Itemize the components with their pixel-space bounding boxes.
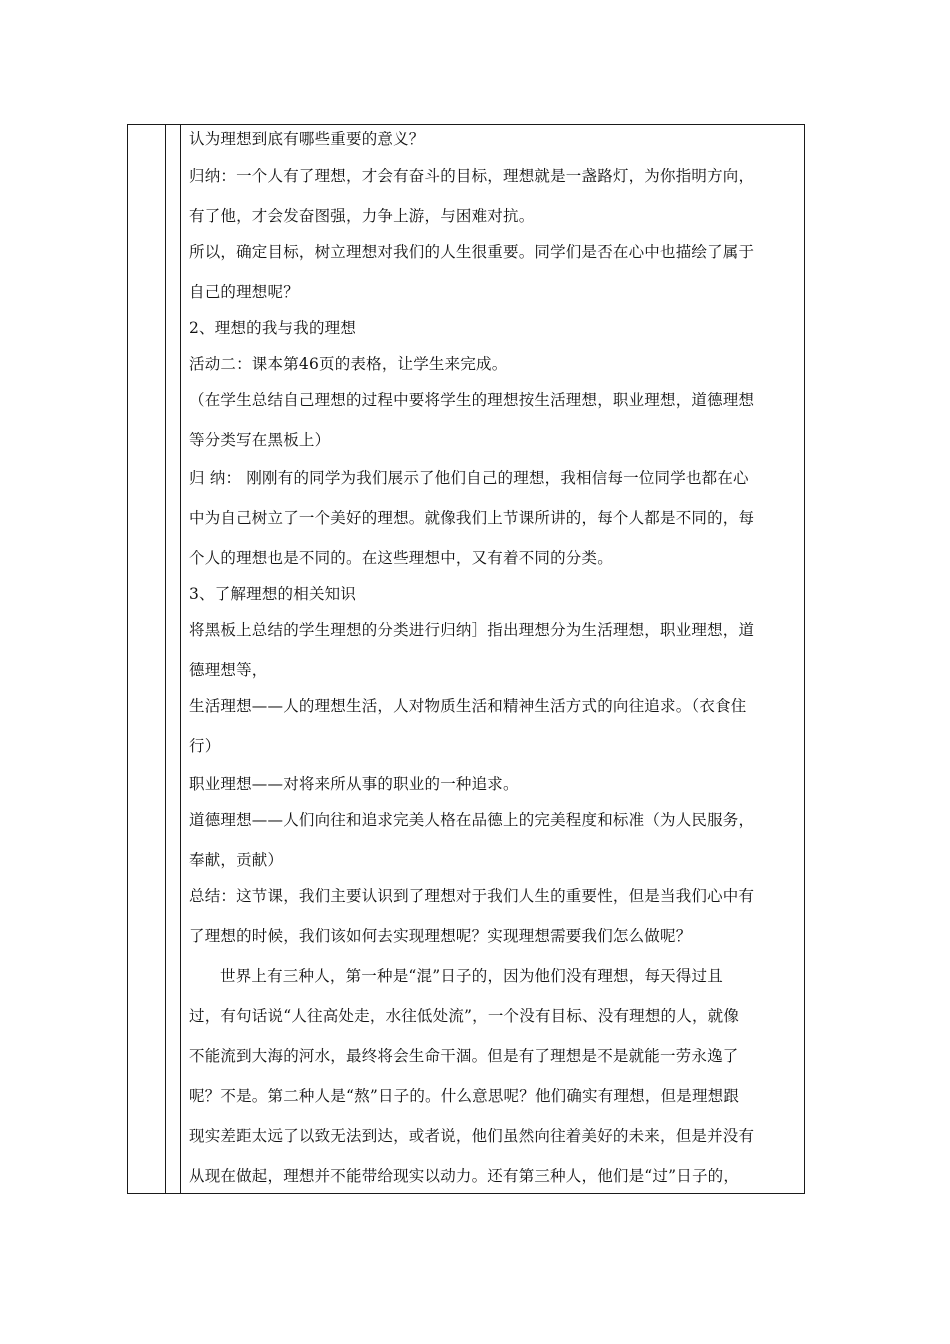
text-line: 现实差距太远了以致无法到达，或者说，他们虽然向往着美好的未来，但是并没有 bbox=[189, 1127, 755, 1145]
text-line: 将黑板上总结的学生理想的分类进行归纳］指出理想分为生活理想，职业理想，道 bbox=[189, 621, 755, 639]
text-line: 归 纳： 刚刚有的同学为我们展示了他们自己的理想，我相信每一位同学也都在心 bbox=[189, 469, 749, 487]
column-divider-2 bbox=[180, 125, 181, 1193]
text-line: 了理想的时候，我们该如何去实现理想呢？实现理想需要我们怎么做呢？ bbox=[189, 927, 692, 945]
text-line: 道德理想——人们向往和追求完美人格在品德上的完美程度和标准（为人民服务， bbox=[189, 811, 755, 829]
text-line: 行） bbox=[189, 737, 221, 755]
text-line: 职业理想——对将来所从事的职业的一种追求。 bbox=[189, 775, 519, 793]
text-line: 所以，确定目标，树立理想对我们的人生很重要。同学们是否在心中也描绘了属于 bbox=[189, 243, 755, 261]
text-line: 过，有句话说“人往高处走，水往低处流”，一个没有目标、没有理想的人，就像 bbox=[189, 1007, 740, 1025]
text-line: 不能流到大海的河水，最终将会生命干涸。但是有了理想是不是就能一劳永逸了 bbox=[189, 1047, 739, 1065]
text-line: 有了他，才会发奋图强，力争上游，与困难对抗。 bbox=[189, 207, 535, 225]
text-line: 活动二：课本第46页的表格，让学生来完成。 bbox=[189, 355, 508, 373]
text-line: 归纳：一个人有了理想，才会有奋斗的目标，理想就是一盏路灯，为你指明方向， bbox=[189, 167, 755, 185]
text-line: 自己的理想呢？ bbox=[189, 283, 299, 301]
text-line: 中为自己树立了一个美好的理想。就像我们上节课所讲的，每个人都是不同的，每 bbox=[189, 509, 755, 527]
column-divider-1 bbox=[165, 125, 166, 1193]
section-heading: 2、理想的我与我的理想 bbox=[189, 319, 357, 337]
text-line: 个人的理想也是不同的。在这些理想中，又有着不同的分类。 bbox=[189, 549, 613, 567]
text-line: 总结：这节课，我们主要认识到了理想对于我们人生的重要性，但是当我们心中有 bbox=[189, 887, 755, 905]
text-line: 呢？不是。第二种人是“熬”日子的。什么意思呢？他们确实有理想，但是理想跟 bbox=[189, 1087, 740, 1105]
text-line: 世界上有三种人，第一种是“混”日子的，因为他们没有理想，每天得过且 bbox=[220, 967, 723, 985]
text-line: （在学生总结自己理想的过程中要将学生的理想按生活理想，职业理想，道德理想 bbox=[189, 391, 755, 409]
text-line: 奉献，贡献） bbox=[189, 851, 284, 869]
text-line: 从现在做起，理想并不能带给现实以动力。还有第三种人，他们是“过”日子的， bbox=[189, 1167, 740, 1185]
text-line: 等分类写在黑板上） bbox=[189, 431, 331, 449]
text-line: 认为理想到底有哪些重要的意义？ bbox=[189, 130, 425, 148]
section-heading: 3、了解理想的相关知识 bbox=[189, 585, 357, 603]
text-line: 德理想等， bbox=[189, 661, 268, 679]
text-line: 生活理想——人的理想生活，人对物质生活和精神生活方式的向往追求。（衣食住 bbox=[189, 697, 747, 715]
